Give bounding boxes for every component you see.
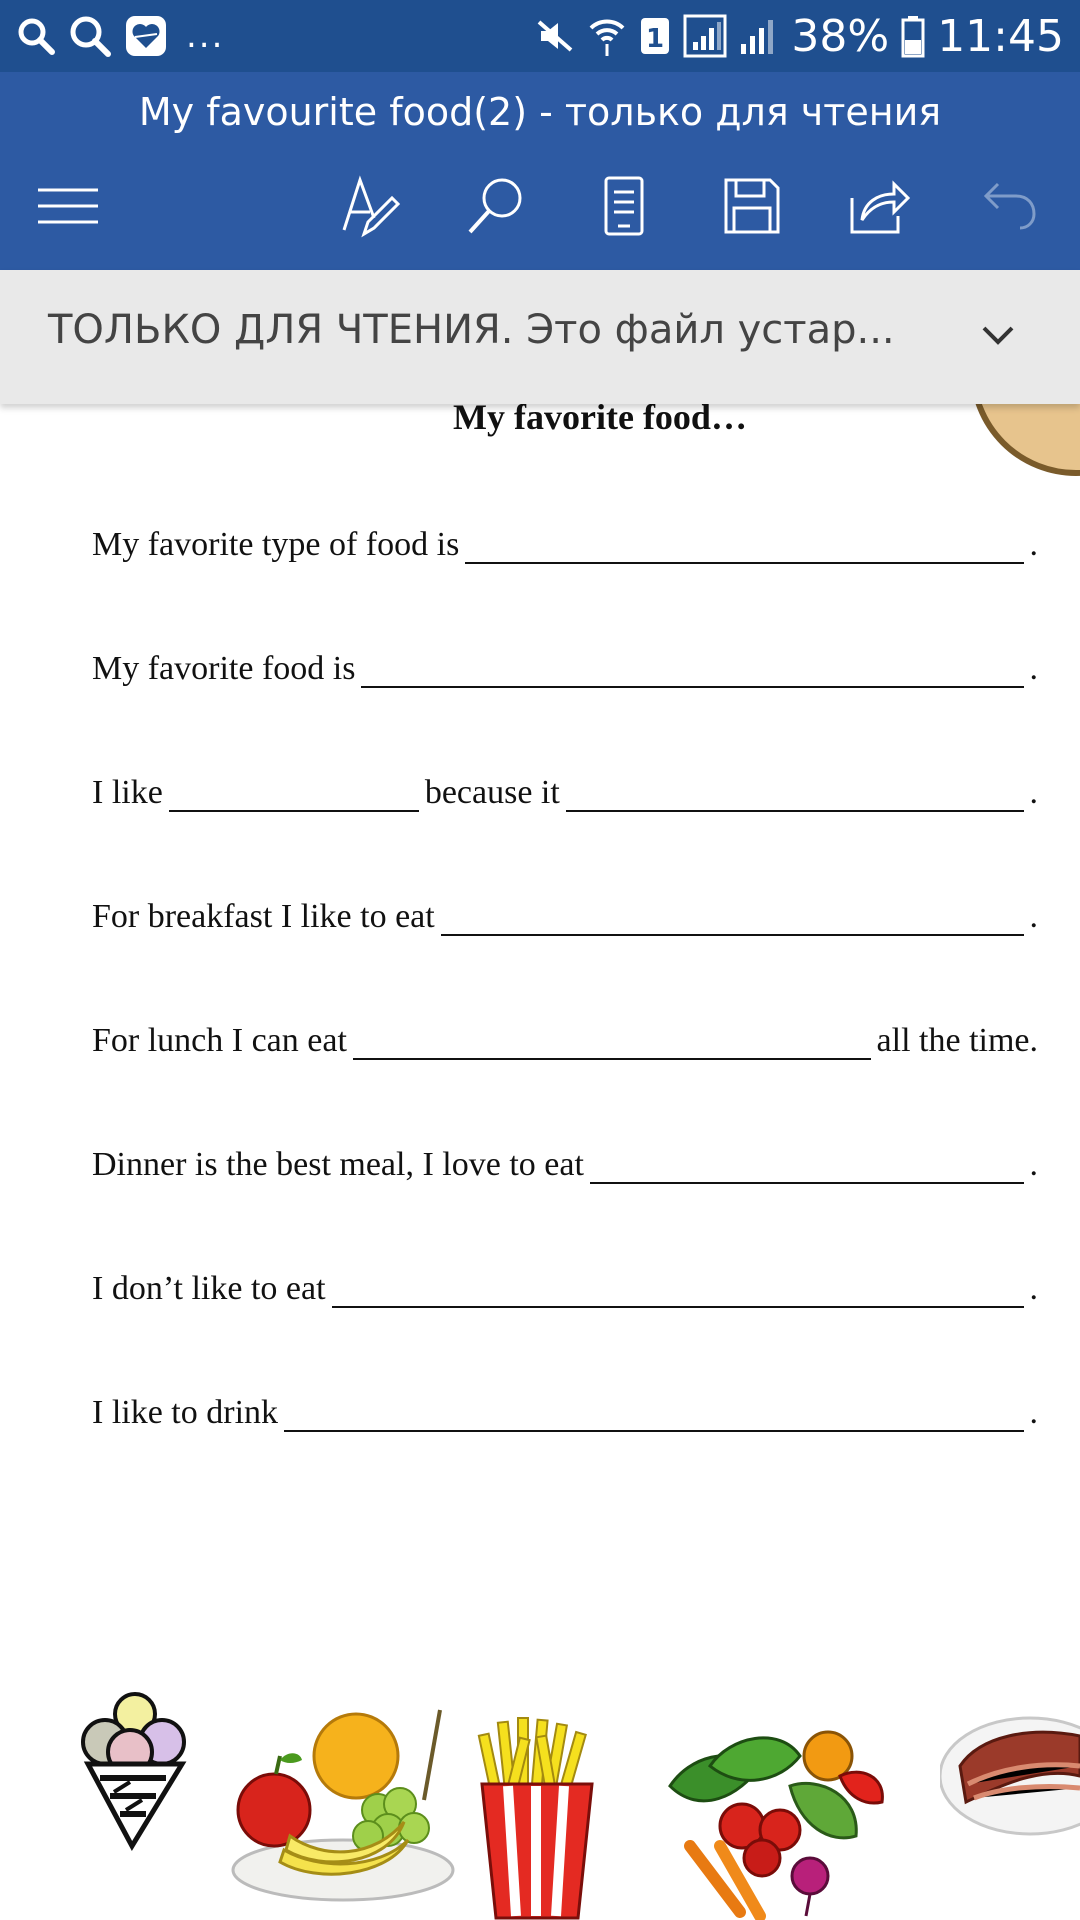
signal-icon (739, 16, 779, 56)
status-left (16, 14, 224, 58)
worksheet-line (92, 1004, 1038, 1060)
answer-blank (566, 766, 1024, 812)
menu-button[interactable] (28, 168, 108, 248)
answer-blank (361, 642, 1023, 688)
edit-icon (338, 174, 402, 242)
worksheet-line (92, 508, 1038, 564)
bacon-plate-icon (940, 1706, 1080, 1836)
undo-button[interactable] (970, 168, 1050, 248)
search-icon (16, 16, 56, 56)
banner-text: ТОЛЬКО ДЛЯ ЧТЕНИЯ. Это файл устар... (48, 307, 895, 353)
status-overflow: ... (186, 16, 225, 56)
answer-blank (590, 1138, 1024, 1184)
save-icon (722, 176, 782, 240)
line-prefix: My favorite type of food is (92, 526, 460, 563)
line-suffix: all the time. (876, 1022, 1038, 1059)
document-title: My favourite food(2) - только для чтения (138, 90, 942, 134)
vegetables-icon (660, 1726, 900, 1920)
line-prefix: I like (92, 774, 163, 811)
battery-percent: 38% (791, 10, 890, 62)
line-prefix: For lunch I can eat (92, 1022, 347, 1059)
battery-icon (901, 14, 925, 58)
line-prefix: I don’t like to eat (92, 1270, 326, 1307)
document-heading: My favorite food… (453, 404, 747, 437)
french-fries-icon (472, 1714, 602, 1920)
line-suffix: . (1029, 526, 1038, 563)
share-icon (848, 176, 912, 240)
line-middle: because it (424, 774, 560, 811)
line-suffix: . (1029, 1394, 1038, 1431)
worksheet-line (92, 756, 1038, 812)
share-button[interactable] (840, 168, 920, 248)
status-bar (0, 0, 1080, 72)
clipart-row (0, 1692, 1080, 1920)
sim-badge: 1 (646, 24, 665, 54)
ice-cream-cone-icon (70, 1692, 200, 1852)
worksheet-line (92, 1376, 1038, 1432)
wifi-icon (587, 14, 627, 58)
menu-icon (36, 186, 100, 230)
line-suffix: . (1029, 1146, 1038, 1183)
worksheet-line (92, 1252, 1038, 1308)
expand-banner-button[interactable] (974, 312, 1022, 360)
app-bar (0, 72, 1080, 270)
line-suffix: . (1029, 774, 1038, 811)
answer-blank (169, 766, 419, 812)
fruit-plate-icon (228, 1700, 458, 1910)
line-prefix: Dinner is the best meal, I love to eat (92, 1146, 584, 1183)
line-suffix: . (1029, 650, 1038, 687)
undo-icon (982, 180, 1038, 236)
reading-view-button[interactable] (584, 168, 664, 248)
answer-blank (441, 890, 1024, 936)
sim-icon (639, 16, 671, 56)
signal-icon (683, 14, 727, 58)
line-prefix: I like to drink (92, 1394, 279, 1431)
line-prefix: My favorite food is (92, 650, 356, 687)
worksheet-line (92, 880, 1038, 936)
search-icon (68, 14, 112, 58)
worksheet-line (92, 1128, 1038, 1184)
status-right (535, 11, 1064, 62)
worksheet-line (92, 632, 1038, 688)
chevron-down-icon (980, 322, 1016, 350)
read-only-banner[interactable] (0, 270, 1080, 404)
edit-button[interactable] (330, 168, 410, 248)
mute-icon (535, 16, 575, 56)
document-canvas[interactable] (0, 404, 1080, 1920)
line-prefix: For breakfast I like to eat (92, 898, 435, 935)
clock: 11:45 (937, 10, 1064, 62)
answer-blank (284, 1386, 1023, 1432)
answer-blank (353, 1014, 871, 1060)
save-button[interactable] (712, 168, 792, 248)
reading-view-icon (602, 174, 646, 242)
heart-app-icon (124, 14, 168, 58)
search-button[interactable] (456, 168, 536, 248)
search-icon (464, 174, 528, 242)
line-suffix: . (1029, 898, 1038, 935)
answer-blank (465, 518, 1023, 564)
answer-blank (332, 1262, 1024, 1308)
line-suffix: . (1029, 1270, 1038, 1307)
